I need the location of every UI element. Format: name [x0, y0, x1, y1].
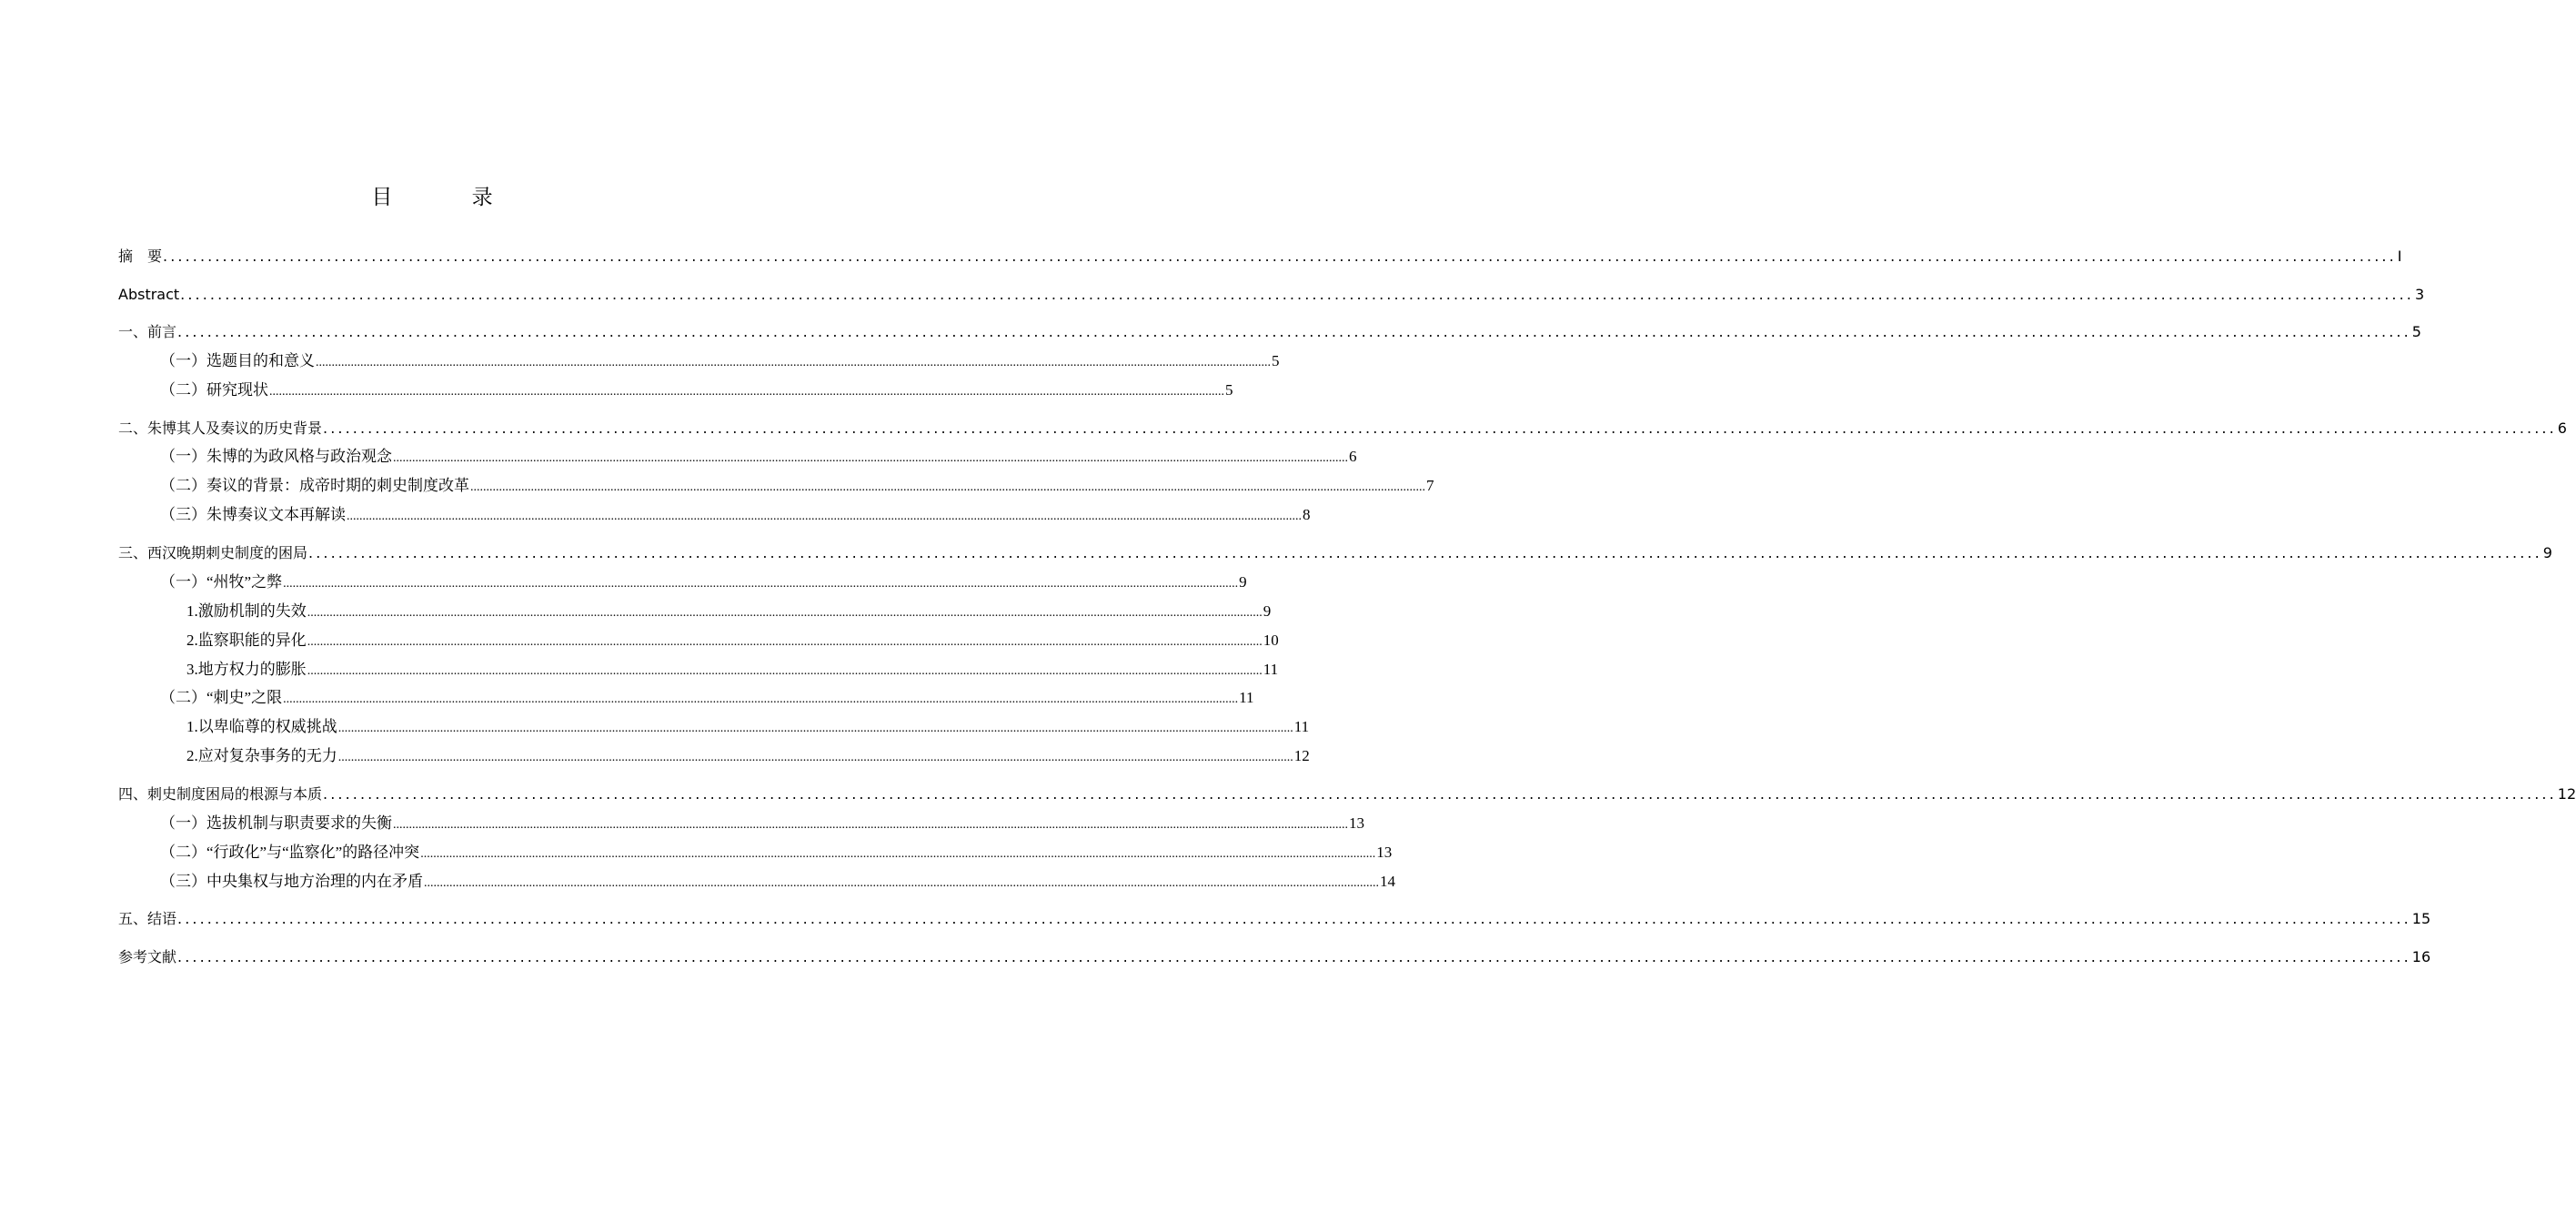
- toc-entry-page: 7: [1426, 477, 1434, 494]
- dot-leader: ............................................................................................................................................................................................................................................................................................................: [283, 577, 1239, 591]
- toc-entry[interactable]: [160, 476, 1434, 498]
- toc-entry-label: （一）朱博的为政风格与政治观念: [160, 448, 392, 465]
- toc-entry-label: 一、前言: [118, 323, 177, 340]
- dot-leader: ............................................................................................................................................................................................................................................................................................................: [316, 356, 1271, 369]
- dot-leader: ............................................................................................................................................................................................................................................................................................................: [393, 818, 1348, 832]
- toc-entry[interactable]: [118, 784, 2576, 804]
- toc-entry-page: 5: [1272, 352, 1280, 369]
- toc-entry[interactable]: [160, 351, 1280, 373]
- toc-entry[interactable]: [160, 843, 1393, 864]
- dot-leader: ............................................................................................................................................................................................................................................................................................................: [337, 751, 1293, 764]
- toc-entry[interactable]: [118, 247, 2402, 267]
- dot-leader: ............................................................................................................................................................................................................................................................................................................: [420, 847, 1376, 861]
- dot-leader: ............................................................................................................................................................................................................................................................................................................: [337, 722, 1293, 735]
- toc-entry-page: 6: [2557, 419, 2567, 437]
- dot-leader: ............................................................................................................................................................................................................................................................................................................: [424, 876, 1379, 890]
- dot-leader: ............................................................................................................................................................................................................................................................................................................: [393, 451, 1348, 465]
- toc-entry[interactable]: [186, 631, 1279, 652]
- toc-entry-label: （一）选题目的和意义: [160, 352, 315, 369]
- toc-entry-label: 2.应对复杂事务的无力: [186, 747, 337, 764]
- toc-entry-page: 9: [1263, 602, 1272, 620]
- toc-entry-page: 14: [1380, 873, 1395, 890]
- dot-leader: ............................................................................................................................................................................................................................................................................................................: [283, 692, 1239, 706]
- toc-entry-label: （二）“刺史”之限: [160, 689, 283, 706]
- toc-entry[interactable]: [118, 543, 2552, 563]
- toc-entry[interactable]: [186, 601, 1272, 623]
- toc-entry[interactable]: [118, 419, 2567, 439]
- toc-entry-label: 3.地方权力的膨胀: [186, 661, 307, 678]
- toc-entry-label: （一）“州牧”之弊: [160, 573, 283, 591]
- toc-entry-page: 15: [2411, 910, 2431, 927]
- toc-entry-label: 五、结语: [118, 910, 177, 927]
- toc-entry-label: （二）奏议的背景：成帝时期的刺史制度改革: [160, 477, 469, 494]
- dot-leader: ............................................................................................................................................................................................................................................................................................................: [323, 419, 2557, 437]
- toc-entry[interactable]: [160, 814, 1364, 835]
- toc-entry[interactable]: [160, 380, 1233, 402]
- toc-entry-page: 5: [2411, 323, 2421, 340]
- toc-entry-label: 四、刺史制度困局的根源与本质: [118, 785, 323, 803]
- toc-entry[interactable]: [186, 746, 1310, 768]
- toc-entry[interactable]: [160, 688, 1254, 710]
- toc-entry-label: （二）“行政化”与“监察化”的路径冲突: [160, 844, 420, 861]
- toc-entry-page: 16: [2411, 948, 2431, 965]
- toc-entry-page: 8: [1303, 506, 1311, 523]
- toc-entry-page: I: [2397, 248, 2402, 265]
- toc-entry-page: 12: [1293, 747, 1310, 764]
- dot-leader: ............................................................................................................................................................................................................................................................................................................: [347, 510, 1302, 523]
- toc-entry-page: 9: [2542, 544, 2552, 561]
- toc-entry[interactable]: [160, 872, 1395, 894]
- toc-entry-page: 9: [1239, 573, 1247, 591]
- toc-entry-page: 5: [1225, 381, 1233, 399]
- toc-entry-label: 1.以卑临尊的权威挑战: [186, 718, 337, 735]
- dot-leader: ............................................................................................................................................................................................................................................................................................................: [323, 785, 2557, 803]
- toc-entry[interactable]: [160, 447, 1357, 469]
- toc-entry-label: （二）研究现状: [160, 381, 268, 399]
- toc-entry-page: 6: [1349, 448, 1357, 465]
- toc-entry-page: 13: [1349, 814, 1364, 832]
- dot-leader: ............................................................................................................................................................................................................................................................................................................: [177, 910, 2411, 927]
- toc-entry-label: 2.监察职能的异化: [186, 632, 307, 649]
- dot-leader: ............................................................................................................................................................................................................................................................................................................: [308, 544, 2542, 561]
- dot-leader: ............................................................................................................................................................................................................................................................................................................: [307, 606, 1263, 620]
- toc-entry-page: 11: [1293, 718, 1310, 735]
- toc-entry-label: （三）朱博奏议文本再解读: [160, 506, 346, 523]
- toc-entry-page: 10: [1263, 632, 1279, 649]
- toc-title: 目 录: [371, 186, 529, 209]
- dot-leader: ............................................................................................................................................................................................................................................................................................................: [177, 323, 2411, 340]
- toc-entry-label: （三）中央集权与地方治理的内在矛盾: [160, 873, 423, 890]
- toc-entry[interactable]: [160, 505, 1311, 527]
- toc-entry-label: 参考文献: [118, 948, 177, 965]
- toc-entry-page: 12: [2557, 785, 2576, 803]
- dot-leader: ............................................................................................................................................................................................................................................................................................................: [180, 286, 2414, 303]
- dot-leader: ............................................................................................................................................................................................................................................................................................................: [470, 480, 1425, 494]
- toc-entry-label: 二、朱博其人及奏议的历史背景: [118, 419, 323, 437]
- toc-entry-label: 三、西汉晚期刺史制度的困局: [118, 544, 308, 561]
- toc-entry-label: Abstract: [118, 286, 180, 303]
- toc-entry[interactable]: [186, 717, 1310, 739]
- dot-leader: ............................................................................................................................................................................................................................................................................................................: [163, 248, 2397, 265]
- toc-entry-page: 13: [1376, 844, 1393, 861]
- toc-entry-label: （一）选拔机制与职责要求的失衡: [160, 814, 392, 832]
- toc-entry-page: 3: [2414, 286, 2425, 303]
- dot-leader: ............................................................................................................................................................................................................................................................................................................: [307, 664, 1263, 678]
- toc-entry[interactable]: [118, 909, 2431, 929]
- toc-entry-page: 11: [1263, 661, 1279, 678]
- toc-entry-label: 1.激励机制的失效: [186, 602, 307, 620]
- toc-entry[interactable]: [160, 572, 1247, 594]
- toc-entry[interactable]: [186, 660, 1279, 682]
- toc-entry-label: 摘 要: [118, 248, 163, 265]
- dot-leader: ............................................................................................................................................................................................................................................................................................................: [269, 385, 1224, 399]
- dot-leader: ............................................................................................................................................................................................................................................................................................................: [177, 948, 2411, 965]
- toc-entry-page: 11: [1239, 689, 1254, 706]
- dot-leader: ............................................................................................................................................................................................................................................................................................................: [307, 635, 1263, 649]
- toc-entry[interactable]: [118, 322, 2421, 342]
- toc-entry[interactable]: [118, 947, 2431, 967]
- toc-entry[interactable]: [118, 285, 2425, 305]
